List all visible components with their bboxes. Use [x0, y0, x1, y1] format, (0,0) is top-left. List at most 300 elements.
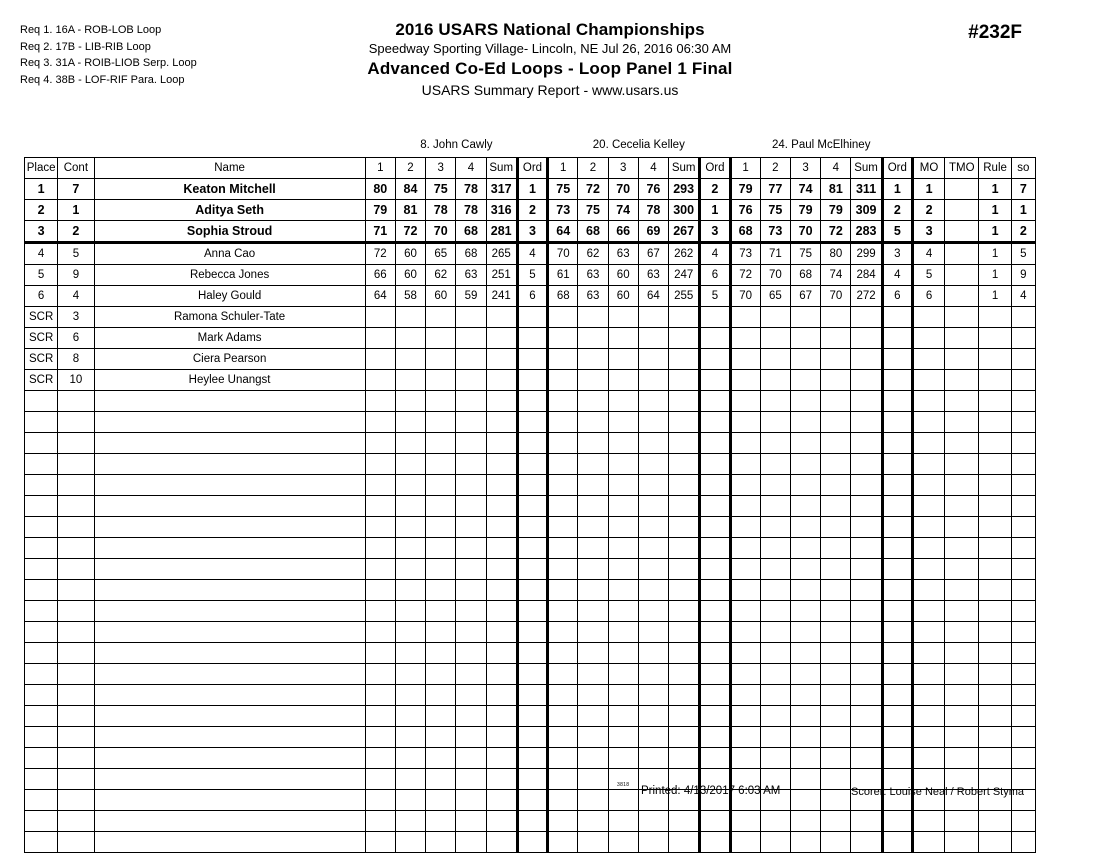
cell-j3-sum	[851, 685, 882, 706]
cell-j3-score3	[790, 433, 820, 454]
cell-so	[1011, 412, 1035, 433]
table-row-empty	[25, 685, 1036, 706]
cell-j3-score1	[730, 622, 760, 643]
cell-tmo	[945, 286, 979, 307]
cell-j3-sum	[851, 811, 882, 832]
cell-j3-score3	[790, 643, 820, 664]
cell-j2-score3	[608, 748, 638, 769]
cell-place	[25, 433, 58, 454]
table-row	[25, 286, 1036, 307]
cell-j3-score1: 76	[730, 200, 760, 221]
cell-place	[25, 391, 58, 412]
cell-j3-score2	[760, 832, 790, 853]
cell-j1-score4	[456, 727, 486, 748]
table-row-empty	[25, 832, 1036, 853]
cell-mo	[912, 727, 944, 748]
cell-j2-ord	[700, 496, 730, 517]
cell-j3-score4	[821, 496, 851, 517]
table-head	[25, 133, 1036, 179]
cell-j2-score1	[548, 370, 578, 391]
cell-tmo	[945, 391, 979, 412]
cell-j2-score1: 73	[548, 200, 578, 221]
cell-j2-sum	[669, 622, 700, 643]
requirement-line: Req 3. 31A - ROIB-LIOB Serp. Loop	[20, 57, 197, 69]
cell-j3-score1: 79	[730, 179, 760, 200]
cell-j1-score2	[395, 307, 425, 328]
cell-tmo	[945, 221, 979, 243]
cell-j3-score1	[730, 433, 760, 454]
table-row-empty	[25, 433, 1036, 454]
cell-j3-ord	[882, 412, 912, 433]
cell-j3-score4	[821, 811, 851, 832]
col-header-j1-3: 3	[426, 158, 456, 179]
cell-j2-score3	[608, 664, 638, 685]
cell-j2-score2: 75	[578, 200, 608, 221]
col-header-j1-1: 1	[365, 158, 395, 179]
cell-j3-score4	[821, 685, 851, 706]
cell-j3-score4	[821, 349, 851, 370]
cell-cont: 4	[58, 286, 94, 307]
cell-j3-score4	[821, 748, 851, 769]
col-header-rule: Rule	[979, 158, 1011, 179]
cell-rule	[979, 643, 1011, 664]
cell-j1-score3: 75	[426, 179, 456, 200]
cell-j3-score4	[821, 328, 851, 349]
requirement-line: Req 1. 16A - ROB-LOB Loop	[20, 24, 162, 36]
cell-j1-score3	[426, 706, 456, 727]
cell-j1-sum	[486, 622, 517, 643]
cell-j1-score1	[365, 685, 395, 706]
cell-tmo	[945, 685, 979, 706]
cell-j1-sum	[486, 706, 517, 727]
cell-j3-sum: 283	[851, 221, 882, 243]
cell-j3-score4: 79	[821, 200, 851, 221]
cell-j2-score2	[578, 454, 608, 475]
cell-name	[94, 622, 365, 643]
cell-j2-score3	[608, 475, 638, 496]
cell-j1-score2: 81	[395, 200, 425, 221]
cell-name: Mark Adams	[94, 328, 365, 349]
cell-j3-ord	[882, 685, 912, 706]
table-row	[25, 307, 1036, 328]
report-header	[0, 0, 1100, 125]
cell-j3-score2	[760, 685, 790, 706]
judge-banner-spacer	[25, 133, 366, 158]
cell-j3-score2	[760, 811, 790, 832]
cell-j1-ord	[517, 580, 547, 601]
cell-place: 1	[25, 179, 58, 200]
col-header-j3-sum: Sum	[851, 158, 882, 179]
cell-cont	[58, 832, 94, 853]
cell-j3-score4	[821, 832, 851, 853]
cell-j1-score4	[456, 370, 486, 391]
cell-name: Aditya Seth	[94, 200, 365, 221]
cell-j1-sum	[486, 685, 517, 706]
cell-j2-score1	[548, 601, 578, 622]
cell-j1-sum: 281	[486, 221, 517, 243]
cell-j1-score4	[456, 685, 486, 706]
cell-j1-score1	[365, 349, 395, 370]
cell-place	[25, 727, 58, 748]
cell-name	[94, 496, 365, 517]
col-header-j3-1: 1	[730, 158, 760, 179]
cell-j3-sum: 311	[851, 179, 882, 200]
cell-j1-score1	[365, 559, 395, 580]
cell-j3-score4	[821, 706, 851, 727]
cell-place	[25, 706, 58, 727]
cell-j2-score2	[578, 580, 608, 601]
cell-place	[25, 538, 58, 559]
cell-cont: 2	[58, 221, 94, 243]
cell-tmo	[945, 200, 979, 221]
cell-name	[94, 538, 365, 559]
cell-place	[25, 832, 58, 853]
cell-j2-score4	[638, 412, 668, 433]
cell-j1-score4	[456, 538, 486, 559]
cell-j2-score1	[548, 748, 578, 769]
cell-j2-score2	[578, 370, 608, 391]
cell-j1-score1: 79	[365, 200, 395, 221]
cell-j2-score3	[608, 832, 638, 853]
cell-so	[1011, 748, 1035, 769]
cell-j1-score4: 68	[456, 221, 486, 243]
cell-j2-score1	[548, 475, 578, 496]
cell-j2-score1	[548, 664, 578, 685]
cell-j3-score2	[760, 559, 790, 580]
cell-j2-score3: 60	[608, 286, 638, 307]
cell-mo	[912, 643, 944, 664]
cell-j3-score1	[730, 664, 760, 685]
cell-j2-sum	[669, 559, 700, 580]
cell-j2-sum	[669, 496, 700, 517]
cell-j1-score1: 71	[365, 221, 395, 243]
cell-j1-sum	[486, 832, 517, 853]
cell-j3-score4	[821, 643, 851, 664]
cell-mo	[912, 538, 944, 559]
cell-mo: 5	[912, 265, 944, 286]
cell-j1-score4	[456, 433, 486, 454]
cell-j1-score2: 60	[395, 265, 425, 286]
cell-j3-score4	[821, 517, 851, 538]
col-header-j2-4: 4	[638, 158, 668, 179]
cell-j3-score1	[730, 370, 760, 391]
cell-j3-ord	[882, 706, 912, 727]
cell-so: 1	[1011, 200, 1035, 221]
cell-j2-score2	[578, 475, 608, 496]
cell-j1-sum: 317	[486, 179, 517, 200]
cell-name: Anna Cao	[94, 243, 365, 265]
cell-name	[94, 433, 365, 454]
cell-j3-sum	[851, 370, 882, 391]
cell-so	[1011, 433, 1035, 454]
cell-j1-score3	[426, 307, 456, 328]
cell-mo	[912, 475, 944, 496]
cell-place	[25, 580, 58, 601]
cell-j2-score2	[578, 349, 608, 370]
cell-j3-ord	[882, 433, 912, 454]
cell-j1-ord	[517, 412, 547, 433]
cell-rule: 1	[979, 286, 1011, 307]
cell-rule	[979, 454, 1011, 475]
cell-cont	[58, 748, 94, 769]
cell-cont: 9	[58, 265, 94, 286]
cell-cont	[58, 391, 94, 412]
cell-j3-score1	[730, 475, 760, 496]
cell-j2-ord	[700, 328, 730, 349]
cell-j1-sum	[486, 370, 517, 391]
cell-j1-score1	[365, 664, 395, 685]
scorer-credit: Scorer: Louise Neal / Robert Styma	[851, 786, 1025, 798]
col-header-j3-3: 3	[790, 158, 820, 179]
cell-j1-score4	[456, 622, 486, 643]
cell-mo	[912, 832, 944, 853]
cell-j1-score4	[456, 643, 486, 664]
cell-mo	[912, 496, 944, 517]
cell-j2-score3: 74	[608, 200, 638, 221]
cell-j3-score4	[821, 391, 851, 412]
cell-j1-ord	[517, 454, 547, 475]
cell-j1-score2	[395, 727, 425, 748]
cell-j3-score2	[760, 748, 790, 769]
cell-cont	[58, 538, 94, 559]
cell-j2-sum	[669, 433, 700, 454]
cell-j3-sum: 272	[851, 286, 882, 307]
cell-j3-score1: 73	[730, 243, 760, 265]
cell-so	[1011, 832, 1035, 853]
cell-name	[94, 517, 365, 538]
cell-j2-ord	[700, 664, 730, 685]
cell-j2-score2: 62	[578, 243, 608, 265]
cell-j1-ord	[517, 811, 547, 832]
cell-tmo	[945, 265, 979, 286]
cell-j3-score4	[821, 622, 851, 643]
cell-j1-score3	[426, 454, 456, 475]
cell-j3-score3: 74	[790, 179, 820, 200]
cell-name	[94, 601, 365, 622]
cell-j1-score1	[365, 601, 395, 622]
cell-j3-score2	[760, 538, 790, 559]
cell-j1-score1	[365, 433, 395, 454]
cell-j2-score1	[548, 538, 578, 559]
cell-j3-score2	[760, 328, 790, 349]
cell-j1-ord	[517, 370, 547, 391]
cell-j2-score3	[608, 580, 638, 601]
cell-j1-score2	[395, 517, 425, 538]
cell-cont	[58, 517, 94, 538]
cell-j3-score1	[730, 580, 760, 601]
cell-j1-ord	[517, 664, 547, 685]
cell-j2-ord	[700, 391, 730, 412]
cell-j2-ord	[700, 580, 730, 601]
cell-tmo	[945, 727, 979, 748]
cell-j1-ord	[517, 475, 547, 496]
requirement-line: Req 2. 17B - LIB-RIB Loop	[20, 40, 151, 53]
cell-j1-score1	[365, 328, 395, 349]
cell-j2-ord: 2	[700, 179, 730, 200]
cell-name	[94, 685, 365, 706]
cell-tmo	[945, 832, 979, 853]
cell-j3-score4: 80	[821, 243, 851, 265]
judge-banner-1: 8. John Cawly	[365, 133, 547, 158]
cell-j2-sum	[669, 811, 700, 832]
cell-j1-score2	[395, 391, 425, 412]
cell-j3-sum	[851, 412, 882, 433]
cell-place	[25, 412, 58, 433]
cell-tmo	[945, 412, 979, 433]
cell-j3-score1	[730, 391, 760, 412]
table-row-empty	[25, 622, 1036, 643]
cell-name	[94, 811, 365, 832]
cell-tmo	[945, 622, 979, 643]
cell-mo	[912, 391, 944, 412]
cell-j3-score1	[730, 307, 760, 328]
cell-j3-score1	[730, 685, 760, 706]
cell-j1-sum: 316	[486, 200, 517, 221]
cell-j2-sum	[669, 538, 700, 559]
cell-j3-sum	[851, 601, 882, 622]
cell-j2-score1	[548, 580, 578, 601]
cell-j2-score3	[608, 412, 638, 433]
cell-j2-score3	[608, 496, 638, 517]
cell-j2-sum	[669, 328, 700, 349]
cell-j1-ord	[517, 748, 547, 769]
cell-j2-ord: 1	[700, 200, 730, 221]
cell-cont	[58, 664, 94, 685]
cell-mo	[912, 685, 944, 706]
cell-mo	[912, 601, 944, 622]
cell-j2-score4: 69	[638, 221, 668, 243]
cell-j1-score3	[426, 496, 456, 517]
cell-j2-score4: 78	[638, 200, 668, 221]
cell-j2-score1	[548, 391, 578, 412]
table-row-empty	[25, 391, 1036, 412]
cell-j2-score3	[608, 601, 638, 622]
cell-name: Ramona Schuler-Tate	[94, 307, 365, 328]
cell-j3-ord: 2	[882, 200, 912, 221]
cell-j2-ord: 5	[700, 286, 730, 307]
cell-j1-sum	[486, 328, 517, 349]
cell-j3-score4	[821, 538, 851, 559]
cell-cont	[58, 475, 94, 496]
cell-j3-score2: 73	[760, 221, 790, 243]
cell-j2-ord	[700, 517, 730, 538]
cell-j3-score3	[790, 727, 820, 748]
cell-name: Ciera Pearson	[94, 349, 365, 370]
cell-j3-score3: 68	[790, 265, 820, 286]
cell-j1-score1	[365, 517, 395, 538]
cell-j3-score3: 79	[790, 200, 820, 221]
cell-j2-sum: 255	[669, 286, 700, 307]
cell-j2-score1	[548, 811, 578, 832]
cell-j1-ord	[517, 496, 547, 517]
cell-j2-score4	[638, 727, 668, 748]
table-body	[25, 179, 1036, 853]
col-header-j3-2: 2	[760, 158, 790, 179]
cell-j1-score3	[426, 433, 456, 454]
table-row-empty	[25, 538, 1036, 559]
cell-j3-sum	[851, 706, 882, 727]
cell-j2-score4	[638, 433, 668, 454]
cell-j3-score1	[730, 454, 760, 475]
cell-j2-score1	[548, 412, 578, 433]
cell-mo: 1	[912, 179, 944, 200]
col-header-j2-2: 2	[578, 158, 608, 179]
cell-name	[94, 391, 365, 412]
cell-place: 2	[25, 200, 58, 221]
cell-j1-score3	[426, 538, 456, 559]
cell-j1-score2: 72	[395, 221, 425, 243]
cell-j2-score2	[578, 685, 608, 706]
printed-stamp: Printed: 4/13/2017 6:03 AM	[641, 785, 781, 797]
cell-j1-score1	[365, 580, 395, 601]
cell-j2-ord: 6	[700, 265, 730, 286]
cell-j2-sum	[669, 412, 700, 433]
table-row	[25, 243, 1036, 265]
cell-j3-score4	[821, 307, 851, 328]
cell-name	[94, 475, 365, 496]
cell-rule: 1	[979, 265, 1011, 286]
cell-j3-score2: 70	[760, 265, 790, 286]
cell-rule	[979, 349, 1011, 370]
table-row-empty	[25, 454, 1036, 475]
cell-j2-score2	[578, 412, 608, 433]
cell-rule	[979, 811, 1011, 832]
cell-cont: 6	[58, 328, 94, 349]
cell-place: 3	[25, 221, 58, 243]
cell-j2-score2	[578, 496, 608, 517]
col-header-j1-ord: Ord	[517, 158, 547, 179]
table-row-empty	[25, 811, 1036, 832]
cell-j1-sum	[486, 559, 517, 580]
cell-j1-score3	[426, 748, 456, 769]
col-header-j2-sum: Sum	[669, 158, 700, 179]
cell-j3-score3	[790, 832, 820, 853]
cell-rule	[979, 706, 1011, 727]
cell-j1-score4: 78	[456, 179, 486, 200]
cell-j2-score3	[608, 517, 638, 538]
cell-rule	[979, 370, 1011, 391]
cell-j2-score2	[578, 832, 608, 853]
table-row	[25, 179, 1036, 200]
cell-j2-score3: 60	[608, 265, 638, 286]
cell-rule	[979, 475, 1011, 496]
cell-j1-score2	[395, 706, 425, 727]
cell-j1-score4: 78	[456, 200, 486, 221]
cell-j1-score4	[456, 580, 486, 601]
cell-j3-score3	[790, 454, 820, 475]
cell-j2-sum	[669, 727, 700, 748]
cell-cont	[58, 622, 94, 643]
cell-so	[1011, 643, 1035, 664]
cell-j3-score2	[760, 433, 790, 454]
cell-tmo	[945, 643, 979, 664]
cell-j1-sum	[486, 664, 517, 685]
cell-j2-ord	[700, 601, 730, 622]
cell-j1-score1	[365, 454, 395, 475]
cell-tmo	[945, 706, 979, 727]
table-row-empty	[25, 580, 1036, 601]
cell-so	[1011, 391, 1035, 412]
cell-j2-score4	[638, 391, 668, 412]
cell-j2-score4	[638, 349, 668, 370]
table-row-empty	[25, 496, 1036, 517]
cell-j1-ord	[517, 643, 547, 664]
cell-j1-score1: 64	[365, 286, 395, 307]
cell-cont: 8	[58, 349, 94, 370]
cell-j1-score3	[426, 643, 456, 664]
cell-place	[25, 496, 58, 517]
cell-mo	[912, 412, 944, 433]
